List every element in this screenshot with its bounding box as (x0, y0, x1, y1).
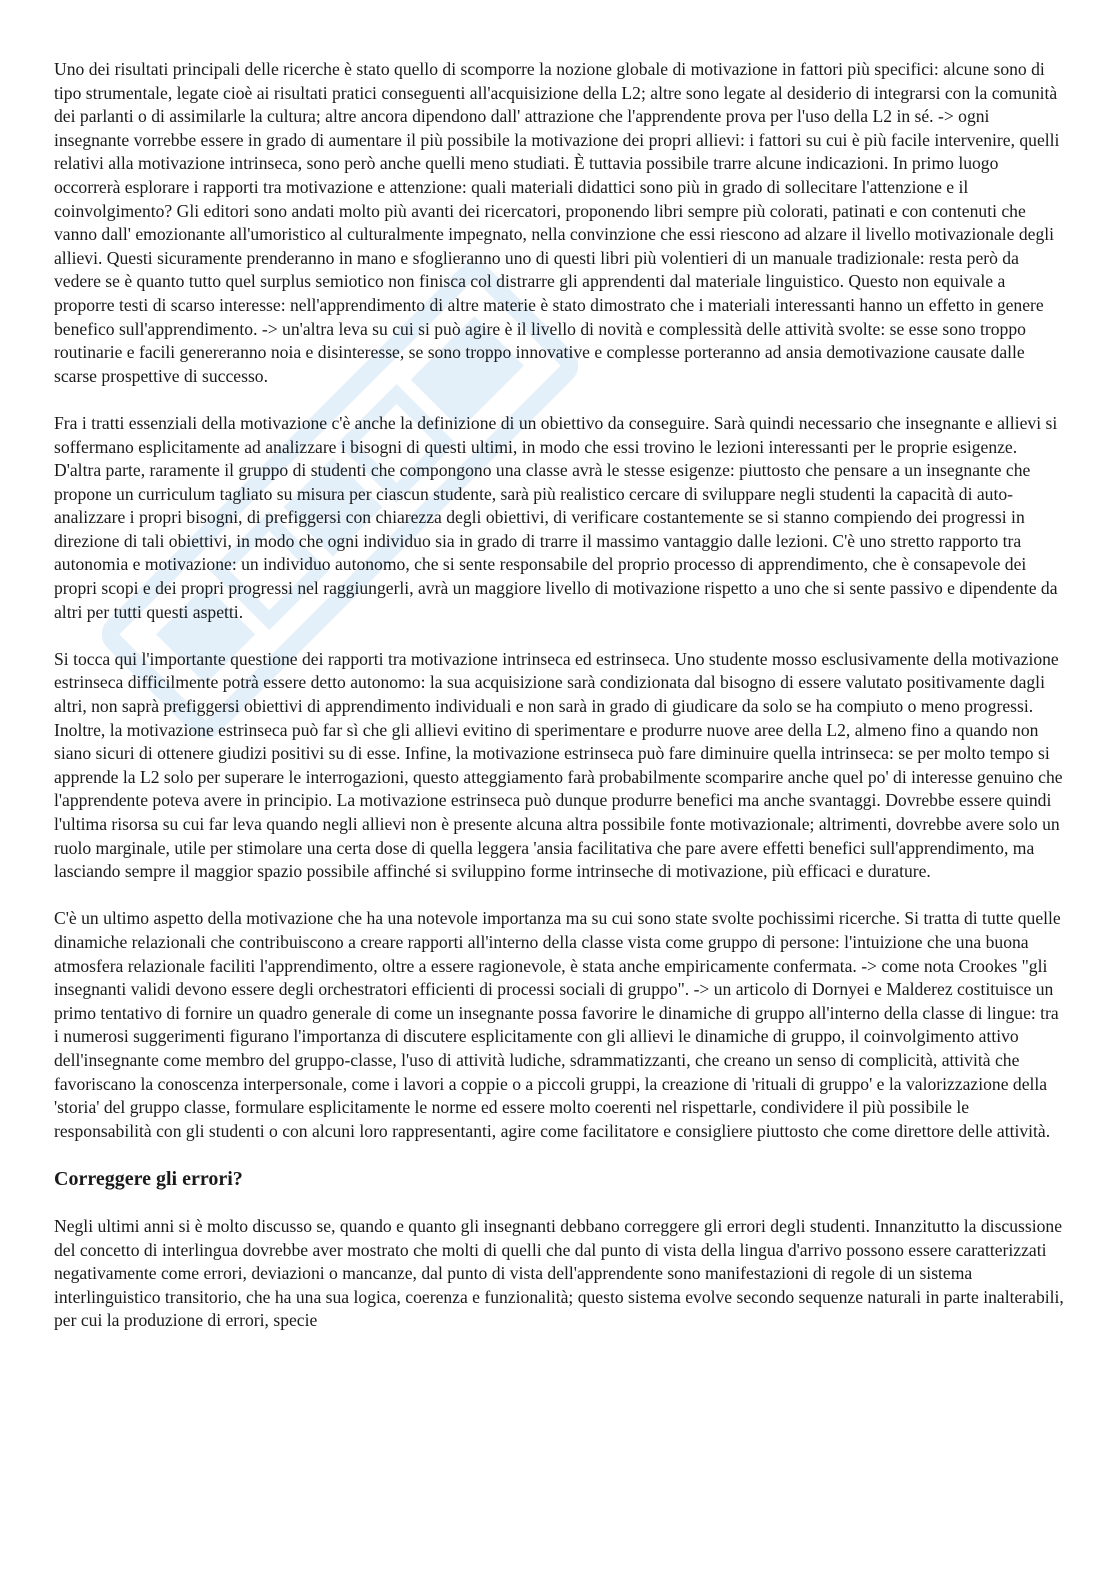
paragraph-3: Si tocca qui l'importante questione dei rapporti tra motivazione intrinseca ed estrinseca. Uno studente mosso esclusivamente della motivazione estrinseca difficilmente potrà essere detto autonomo: la sua acquisizione sarà condizionata dal bisogno di essere valutato positivamente dagli altri, non saprà prefiggersi obiettivi di apprendimento individuali e non sarà in grado di giudicare da solo se ha compiuto o meno progressi. Inoltre, la motivazione estrinseca può far sì che gli allievi evitino di sperimentare e produrre nuove aree della L2, almeno fino a quando non siano sicuri di ottenere giudizi positivi su di esse. Infine, la motivazione estrinseca può fare diminuire quella intrinseca: se per molto tempo si apprende la L2 solo per superare le interrogazioni, questo atteggiamento farà probabilmente scomparire anche quel po' di interesse genuino che l'apprendente poteva avere in principio. La motivazione estrinseca può dunque produrre benefici ma anche svantaggi. Dovrebbe essere quindi l'ultima risorsa su cui far leva quando negli allievi non è presente alcuna altra possibile fonte motivazionale; altrimenti, dovrebbe avere solo un ruolo marginale, utile per stimolare una certa dose di quella leggera 'ansia facilitativa che pare avere effetti benefici sull'apprendimento, ma lasciando sempre il maggior spazio possibile affinché si sviluppino forme intrinseche di motivazione, più efficaci e durature. (54, 648, 1063, 882)
paragraph-4: C'è un ultimo aspetto della motivazione che ha una notevole importanza ma su cui sono state svolte pochissimi ricerche. Si tratta di tutte quelle dinamiche relazionali che contribuiscono a creare rapporti all'interno della classe vista come gruppo di persone: l'intuizione che una buona atmosfera relazionale faciliti l'apprendimento, oltre a essere ragionevole, è stata anche empiricamente confermata. -> come nota Crookes "gli insegnanti validi devono essere degli orchestratori efficienti di processi sociali di gruppo". -> un articolo di Dornyei e Malderez costituisce un primo tentativo di fornire un quadro generale di come un insegnante possa favorire le dinamiche di gruppo all'interno della classe di lingue: tra i numerosi suggerimenti figurano l'importanza di discutere esplicitamente con gli allievi le dinamiche di gruppo, il coinvolgimento attivo dell'insegnante come membro del gruppo-classe, l'uso di attività ludiche, sdrammatizzanti, che creano un senso di complicità, attività che favoriscano la conoscenza interpersonale, come i lavori a coppie o a piccoli gruppi, la creazione di 'rituali di gruppo' e la valorizzazione della 'storia' del gruppo classe, formulare esplicitamente le norme ed essere molto coerenti nel rispettarle, condividere il più possibile le responsabilità con gli studenti o con alcuni loro rappresentanti, agire come facilitatore e consigliere piuttosto che come direttore delle attività. (54, 908, 1061, 1141)
paragraph-1: Uno dei risultati principali delle ricerche è stato quello di scomporre la nozione globale di motivazione in fattori più specifici: alcune sono di tipo strumentale, legate cioè ai risultati pratici conseguenti all'acquisizione della L2; altre sono legate al desiderio di integrarsi con la comunità dei parlanti o di assimilarle la cultura; altre ancora dipendono dall' attrazione che l'apprendente prova per l'uso della L2 in sé. -> ogni insegnante vorrebbe essere in grado di aumentare il più possibile la motivazione dei propri allievi: i fattori su cui è più facile intervenire, quelli relativi alla motivazione intrinseca, sono però anche quelli meno studiati. È tuttavia possibile trarre alcune indicazioni. In primo luogo occorrerà esplorare i rapporti tra motivazione e attenzione: quali materiali didattici sono più in grado di sollecitare l'attenzione e il coinvolgimento? Gli editori sono andati molto più avanti dei ricercatori, proponendo libri sempre più colorati, patinati e con contenuti che vanno dall' emozionante all'umoristico al culturalmente impegnato, nella convinzione che essi riescono ad alzare il livello motivazionale degli allievi. Questi sicuramente prenderanno in mano e sfoglieranno uno di questi libri più volentieri di un manuale tradizionale: resta però da vedere se è quanto tutto quel surplus semiotico non finisca col distrarre gli apprendenti dal materiale linguistico. Questo non equivale a proporre testi di scarso interesse: nell'apprendimento di altre materie è stato dimostrato che i materiali interessanti hanno un effetto in genere benefico sull'apprendimento. -> un'altra leva su cui si può agire è il livello di novità e complessità delle attività svolte: se esse sono troppo routinarie e facili genereranno noia e disinteresse, se sono troppo innovative e complesse porteranno ad ansia demotivazione causate dalle scarse prospettive di successo. (54, 59, 1060, 386)
paragraph-5: Negli ultimi anni si è molto discusso se, quando e quanto gli insegnanti debbano correggere gli errori degli studenti. Innanzitutto la discussione del concetto di interlingua dovrebbe aver mostrato che molti di quelli che dal punto di vista della lingua d'arrivo possono essere caratterizzati negativamente come errori, deviazioni o mancanze, dal punto di vista dell'apprendente sono manifestazioni di regole di un sistema interlinguistico transitorio, che ha una sua logica, coerenza e funzionalità; questo sistema evolve secondo sequenze naturali in parte inalterabili, per cui la produzione di errori, specie (54, 1215, 1064, 1331)
document-page (54, 58, 1066, 1356)
section-heading: Correggere gli errori? (54, 1167, 243, 1190)
paragraph-2: Fra i tratti essenziali della motivazione c'è anche la definizione di un obiettivo da conseguire. Sarà quindi necessario che insegnante e allievi si soffermano esplicitamente ad analizzare i bisogni di questi ultimi, in modo che essi trovino le lezioni interessanti per le proprie esigenze. D'altra parte, raramente il gruppo di studenti che compongono una classe avrà le stesse esigenze: piuttosto che pensare a un insegnante che propone un curriculum tagliato su misura per ciascun studente, sarà più realistico cercare di sviluppare negli studenti la capacità di auto-analizzare i propri bisogni, di prefiggersi con chiarezza degli obiettivi, di verificare costantemente se si stanno compiendo dei progressi in direzione di tali obiettivi, in modo che ogni individuo sia in grado di trarre il massimo vantaggio dalle lezioni. C'è uno stretto rapporto tra autonomia e motivazione: un individuo autonomo, che si sente responsabile del proprio processo di apprendimento, che è consapevole dei propri scopi e dei propri progressi nel raggiungerli, avrà un maggiore livello di motivazione rispetto a uno che si sente passivo e dipendente da altri per tutti questi aspetti. (54, 412, 1058, 622)
